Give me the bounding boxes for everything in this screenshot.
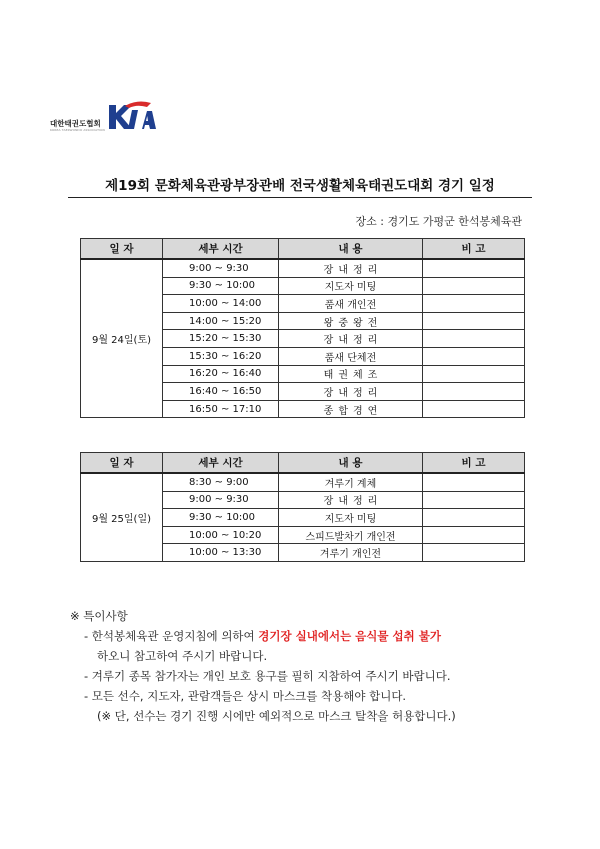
note-text: - 한석봉체육관 운영지침에 의하여 [84,629,259,643]
note-cell [423,365,525,383]
schedule-table-day2 [80,452,525,562]
note-cell [423,383,525,401]
note-cell [423,259,525,277]
header-content: 내 용 [279,453,423,474]
time-cell: 9:30 ~ 10:00 [163,277,279,295]
table-row [81,473,525,491]
time-cell: 9:00 ~ 9:30 [163,259,279,277]
note-cell [423,526,525,544]
time-cell: 10:00 ~ 10:20 [163,526,279,544]
time-cell: 15:30 ~ 16:20 [163,347,279,365]
content-cell: 지도자 미팅 [279,509,423,527]
notes-section [70,606,540,726]
header-date: 일 자 [81,239,163,260]
note-cell [423,509,525,527]
time-cell: 16:40 ~ 16:50 [163,383,279,401]
content-cell: 장내정리 [279,383,423,401]
note-cell [423,347,525,365]
table-header-row [81,239,525,260]
header-note: 비 고 [423,239,525,260]
note-cell [423,473,525,491]
kta-logo-mark-icon [107,99,157,133]
note-cell [423,312,525,330]
time-cell: 9:00 ~ 9:30 [163,491,279,509]
header-content: 내 용 [279,239,423,260]
time-cell: 16:20 ~ 16:40 [163,365,279,383]
header-time: 세부 시간 [163,239,279,260]
content-cell: 종합경연 [279,400,423,418]
note-cell [423,295,525,313]
note-item: - 겨루기 종목 참가자는 개인 보호 용구를 필히 지참하여 주시기 바랍니다. [84,669,451,683]
schedule-table-day1 [80,238,525,418]
table-row [81,259,525,277]
time-cell: 8:30 ~ 9:00 [163,473,279,491]
logo-org-sub: KOREA TAEKWONDO ASSOCIATION [50,127,105,132]
note-item: - 모든 선수, 지도자, 관람객들은 상시 마스크를 착용해야 합니다. [84,689,407,703]
date-cell: 9월 25일(일) [81,473,163,561]
content-cell: 장내정리 [279,330,423,348]
notes-heading: ※ 특이사항 [70,609,128,623]
content-cell: 장내정리 [279,491,423,509]
note-continuation: 하오니 참고하여 주시기 바랍니다. [97,649,268,663]
content-cell: 스피드발차기 개인전 [279,526,423,544]
header-time: 세부 시간 [163,453,279,474]
content-cell: 품새 개인전 [279,295,423,313]
note-continuation: (※ 단, 선수는 경기 진행 시에만 예외적으로 마스크 탈착을 허용합니다.) [97,709,456,723]
table-header-row [81,453,525,474]
content-cell: 겨루기 개인전 [279,544,423,562]
note-cell [423,330,525,348]
venue-label: 장소 : 경기도 가평군 한석봉체육관 [355,215,522,228]
content-cell: 태권체조 [279,365,423,383]
time-cell: 15:20 ~ 15:30 [163,330,279,348]
content-cell: 지도자 미팅 [279,277,423,295]
note-cell [423,491,525,509]
note-item [84,626,540,646]
time-cell: 10:00 ~ 14:00 [163,295,279,313]
date-cell: 9월 24일(토) [81,259,163,418]
content-cell: 장내정리 [279,259,423,277]
time-cell: 9:30 ~ 10:00 [163,509,279,527]
title-underline [68,197,532,198]
header-date: 일 자 [81,453,163,474]
header-note: 비 고 [423,453,525,474]
time-cell: 10:00 ~ 13:30 [163,544,279,562]
page-title: 제19회 문화체육관광부장관배 전국생활체육태권도대회 경기 일정 [105,178,495,194]
note-cell [423,544,525,562]
time-cell: 14:00 ~ 15:20 [163,312,279,330]
kta-logo [50,96,157,136]
note-cell [423,277,525,295]
time-cell: 16:50 ~ 17:10 [163,400,279,418]
content-cell: 겨루기 계체 [279,473,423,491]
content-cell: 왕중왕전 [279,312,423,330]
logo-org-name: 대한태권도협회 KOREA TAEKWONDO ASSOCIATION [50,118,105,132]
note-cell [423,400,525,418]
content-cell: 품새 단체전 [279,347,423,365]
note-warning: 경기장 실내에서는 음식물 섭취 불가 [258,629,441,643]
